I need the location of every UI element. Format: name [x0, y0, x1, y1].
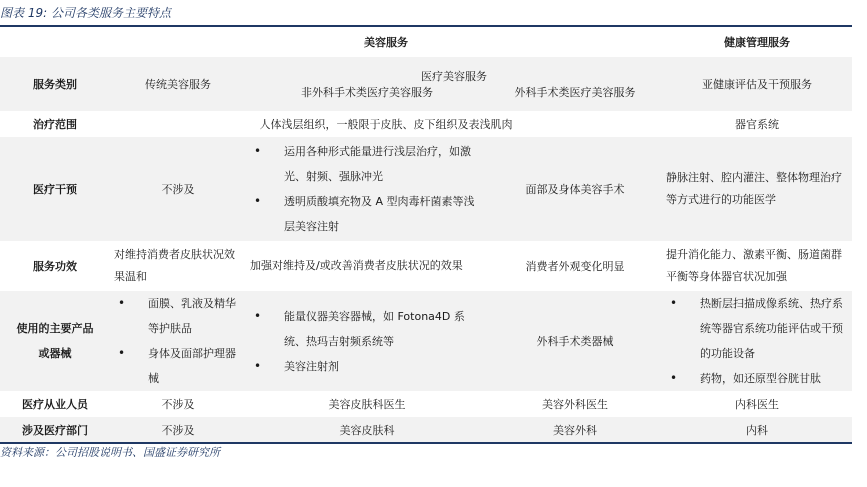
- list-item: • 身体及面部护理器械: [114, 341, 242, 391]
- cell-scope-beauty: 人体浅层组织，一般限于皮肤、皮下组织及表浅肌肉: [259, 118, 513, 131]
- cell-staff-non-surgical: 美容皮肤科医生: [328, 398, 406, 411]
- row-label-medical-dept: 涉及医疗部门: [22, 424, 88, 437]
- cell-intervention-non-surgical: [246, 137, 488, 241]
- cell-subhealth-service: 亚健康评估及干预服务: [702, 78, 813, 91]
- cell-staff-surgical: 美容外科医生: [542, 398, 608, 411]
- cell-intervention-health: 静脉注射、腔内灌注、整体物理治疗等方式进行的功能医学: [666, 171, 843, 206]
- services-comparison-table: [0, 27, 852, 443]
- cell-effect-surgical: 消费者外观变化明显: [525, 260, 625, 273]
- figure-caption: 图表 19: 公司各类服务主要特点: [0, 6, 171, 20]
- cell-intervention-traditional: 不涉及: [161, 183, 195, 196]
- cell-staff-health: 内科医生: [735, 398, 780, 411]
- cell-medical-beauty: 医疗美容服务: [421, 70, 487, 83]
- list-item: • 运用各种形式能量进行浅层治疗，如激光、射频、强脉冲光: [250, 139, 484, 189]
- list-item: • 美容注射剂: [250, 354, 484, 379]
- source-note: 资料来源：公司招股说明书、国盛证券研究所: [0, 446, 220, 459]
- cell-staff-traditional: 不涉及: [161, 398, 195, 411]
- header-health: 健康管理服务: [724, 36, 791, 49]
- cell-traditional-beauty: 传统美容服务: [145, 78, 211, 91]
- table-row-treatment-scope: [0, 111, 852, 137]
- cell-products-health: [662, 291, 852, 391]
- row-label-treatment-scope: 治疗范围: [33, 118, 77, 131]
- table-row-main-products: [0, 291, 852, 391]
- row-label-line: 使用的主要产品: [16, 322, 94, 335]
- row-label-line: 或器械: [38, 347, 72, 360]
- cell-dept-traditional: 不涉及: [161, 424, 195, 437]
- row-label-main-products: [0, 291, 110, 391]
- header-beauty: 美容服务: [364, 36, 408, 49]
- table-row-medical-staff: [0, 391, 852, 417]
- header-empty-cell: [0, 27, 110, 57]
- row-label-service-category: 服务类别: [33, 78, 77, 91]
- cell-products-surgical: 外科手术类器械: [536, 335, 614, 348]
- row-label-service-effect: 服务功效: [33, 260, 77, 273]
- cell-dept-surgical: 美容外科: [553, 424, 597, 437]
- table-row-service-effect: [0, 241, 852, 291]
- cell-products-non-surgical: [246, 291, 488, 391]
- cell-dept-non-surgical: 美容皮肤科: [339, 424, 395, 437]
- cell-non-surgical-medical: 非外科手术类医疗美容服务: [301, 86, 433, 99]
- list-item: • 透明质酸填充物及 A 型肉毒杆菌素等浅层美容注射: [250, 189, 484, 239]
- cell-products-traditional: [110, 291, 246, 391]
- cell-effect-non-surgical: 加强对维持及/或改善消费者皮肤状况的效果: [250, 259, 463, 272]
- list-item: • 面膜、乳液及精华等护肤品: [114, 291, 242, 341]
- cell-scope-health: 器官系统: [735, 118, 780, 131]
- table-row-medical-dept: [0, 417, 852, 443]
- list-item: • 药物，如还原型谷胱甘肽: [666, 366, 848, 391]
- cell-dept-health: 内科: [746, 424, 769, 437]
- table-header-row: [0, 27, 852, 57]
- list-item: • 热断层扫描成像系统、热疗系统等器官系统功能评估或干预的功能设备: [666, 291, 848, 366]
- list-item: • 能量仪器美容器械，如 Fotona4D 系统、热玛吉射频系统等: [250, 304, 484, 354]
- cell-surgical-medical: 外科手术类医疗美容服务: [514, 86, 636, 99]
- cell-intervention-surgical: 面部及身体美容手术: [525, 183, 625, 196]
- row-label-medical-intervention: 医疗干预: [33, 183, 77, 196]
- table-row-medical-intervention: [0, 137, 852, 241]
- cell-effect-traditional: 对维持消费者皮肤状况效果温和: [114, 248, 235, 283]
- row-label-medical-staff: 医疗从业人员: [22, 398, 88, 411]
- cell-effect-health: 提升消化能力、激素平衡、肠道菌群平衡等身体器官状况加强: [666, 248, 843, 283]
- table-row-service-category: [0, 57, 852, 84]
